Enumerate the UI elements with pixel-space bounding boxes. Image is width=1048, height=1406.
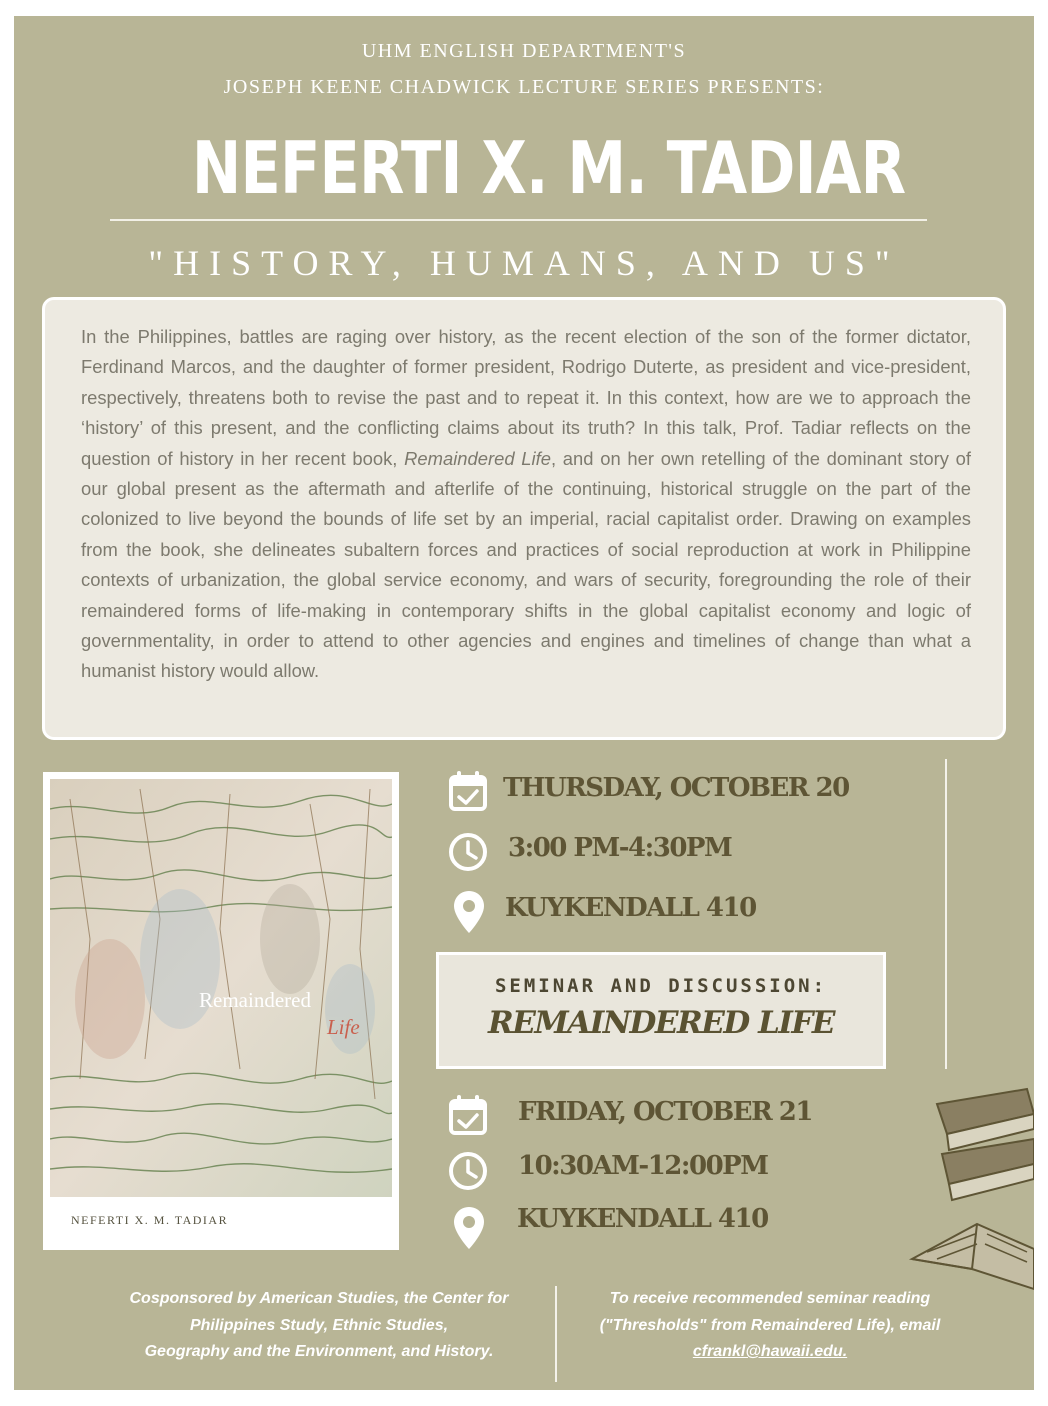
- clock-icon: [448, 1151, 488, 1191]
- event-poster: [14, 16, 1034, 1390]
- seminar-time: 10:30AM-12:00PM: [518, 1151, 768, 1181]
- title-divider: [110, 219, 927, 221]
- email-link[interactable]: cfrankl@hawaii.edu.: [692, 1343, 848, 1360]
- clock-icon: [448, 832, 488, 872]
- header-line-2: JOSEPH KEENE CHADWICK LECTURE SERIES PRESENTS:: [223, 76, 825, 98]
- books-illustration: [897, 1084, 1034, 1306]
- seminar-box: [436, 952, 886, 1069]
- abstract-panel: [42, 297, 1006, 740]
- talk-title: "HISTORY, HUMANS, AND US": [148, 243, 900, 283]
- seminar-location: KUYKENDALL 410: [517, 1204, 768, 1234]
- calendar-check-icon: [448, 770, 488, 812]
- cover-author: NEFERTI X. M. TADIAR: [71, 1213, 229, 1227]
- speaker-name: NEFERTI X. M. TADIAR: [191, 126, 906, 210]
- sponsor-note: Cosponsored by American Studies, the Center for Philippines Study, Ethnic Studies, Geography and the Environment, and History.: [129, 1290, 509, 1360]
- calendar-check-icon: [448, 1094, 488, 1136]
- header-line-1: UHM ENGLISH DEPARTMENT'S: [361, 40, 687, 62]
- cover-title-life: Life: [327, 1015, 360, 1039]
- lecture-date: THURSDAY, OCTOBER 20: [503, 773, 849, 803]
- location-pin-icon: [453, 1206, 485, 1250]
- seminar-label: SEMINAR AND DISCUSSION:: [494, 975, 828, 997]
- location-pin-icon: [453, 890, 485, 934]
- reading-note: To receive recommended seminar reading ("Thresholds" from Remaindered Life), email cfrankl@hawaii.edu.: [599, 1290, 941, 1360]
- footer-divider: [555, 1286, 557, 1382]
- lecture-location: KUYKENDALL 410: [505, 893, 756, 923]
- seminar-date: FRIDAY, OCTOBER 21: [518, 1097, 812, 1127]
- lecture-time: 3:00 PM-4:30PM: [508, 833, 732, 863]
- cover-title: Remaindered: [199, 988, 311, 1012]
- seminar-title: REMAINDERED LIFE: [487, 1005, 835, 1041]
- abstract-text: In the Philippines, battles are raging over history, as the recent election of the son of the former dictator, Ferdinand Marcos, and the daughter of former president, Rodrigo Duterte, as president and vice-president, respectively, threatens both to revise the past and to repeat it. In this context, how are we to approach the ‘history’ of this present, and the conflicting claims about its truth? In this talk, Prof. Tadiar reflects on the question of history in her recent book, Remaindered Life, and on her own retelling of the dominant story of our global present as the aftermath and afterlife of the continuing, historical struggle on the part of the colonized to live beyond the bounds of life set by an imperial, racial capitalist order. Drawing on examples from the book, she delineates subaltern forces and practices of social reproduction at work in Philippine contexts of urbanization, the global service economy, and wars of security, foregrounding the role of their remaindered forms of life-making in contemporary shifts in the global capitalist economy and logic of governmentality, in order to attend to other agencies and engines and timelines of change than what a humanist history would allow.: [81, 326, 971, 682]
- book-title-inline: Remaindered Life: [404, 447, 551, 469]
- vertical-divider: [945, 759, 947, 1069]
- book-cover: [43, 772, 399, 1250]
